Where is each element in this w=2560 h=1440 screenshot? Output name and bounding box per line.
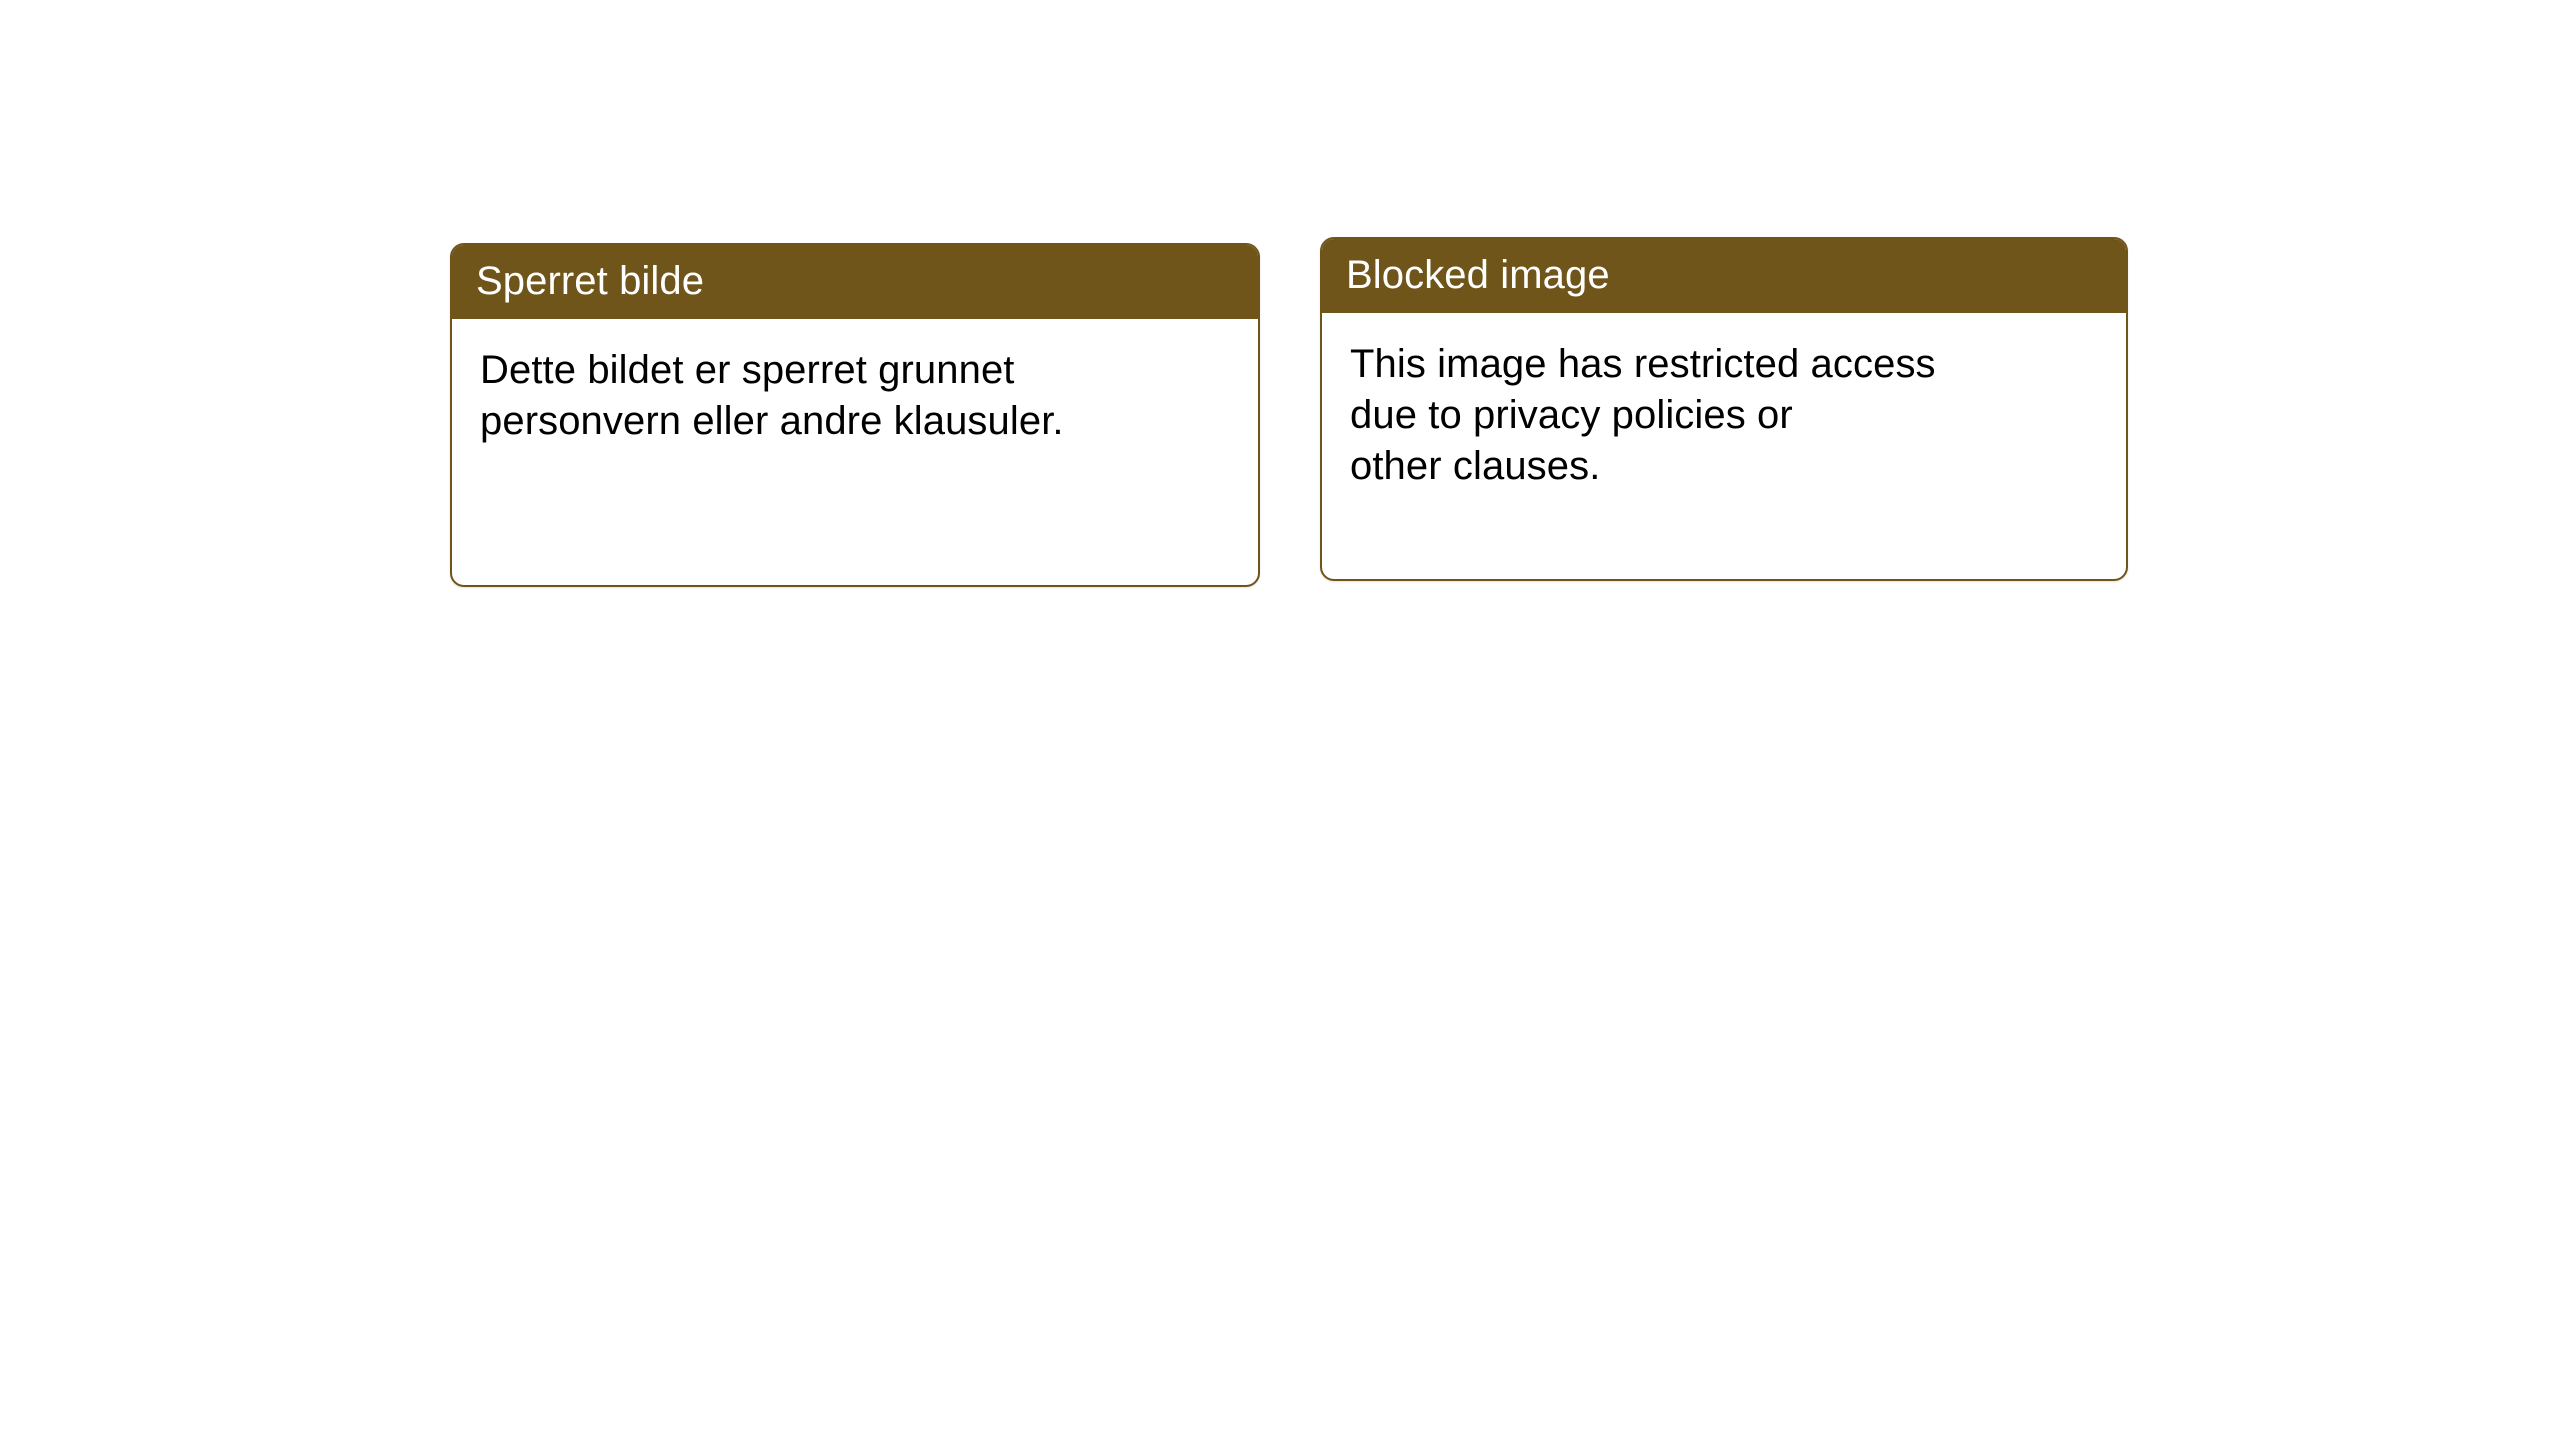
blocked-image-notice-en (1320, 237, 2128, 581)
notice-message-en-line-3: other clauses. (1350, 444, 1601, 489)
notice-message-no (452, 319, 1258, 447)
notice-message-no-line-2: personvern eller andre klausuler. (480, 399, 1064, 444)
notice-title-no: Sperret bilde (452, 245, 1258, 319)
blocked-image-notice-no (450, 243, 1260, 587)
notice-message-en-line-1: This image has restricted access (1350, 342, 1936, 386)
notice-message-no-line-1: Dette bildet er sperret grunnet (480, 348, 1015, 392)
notice-title-en: Blocked image (1322, 239, 2126, 313)
notice-message-en-line-2: due to privacy policies or (1350, 393, 1793, 438)
notice-message-en (1322, 313, 2126, 493)
